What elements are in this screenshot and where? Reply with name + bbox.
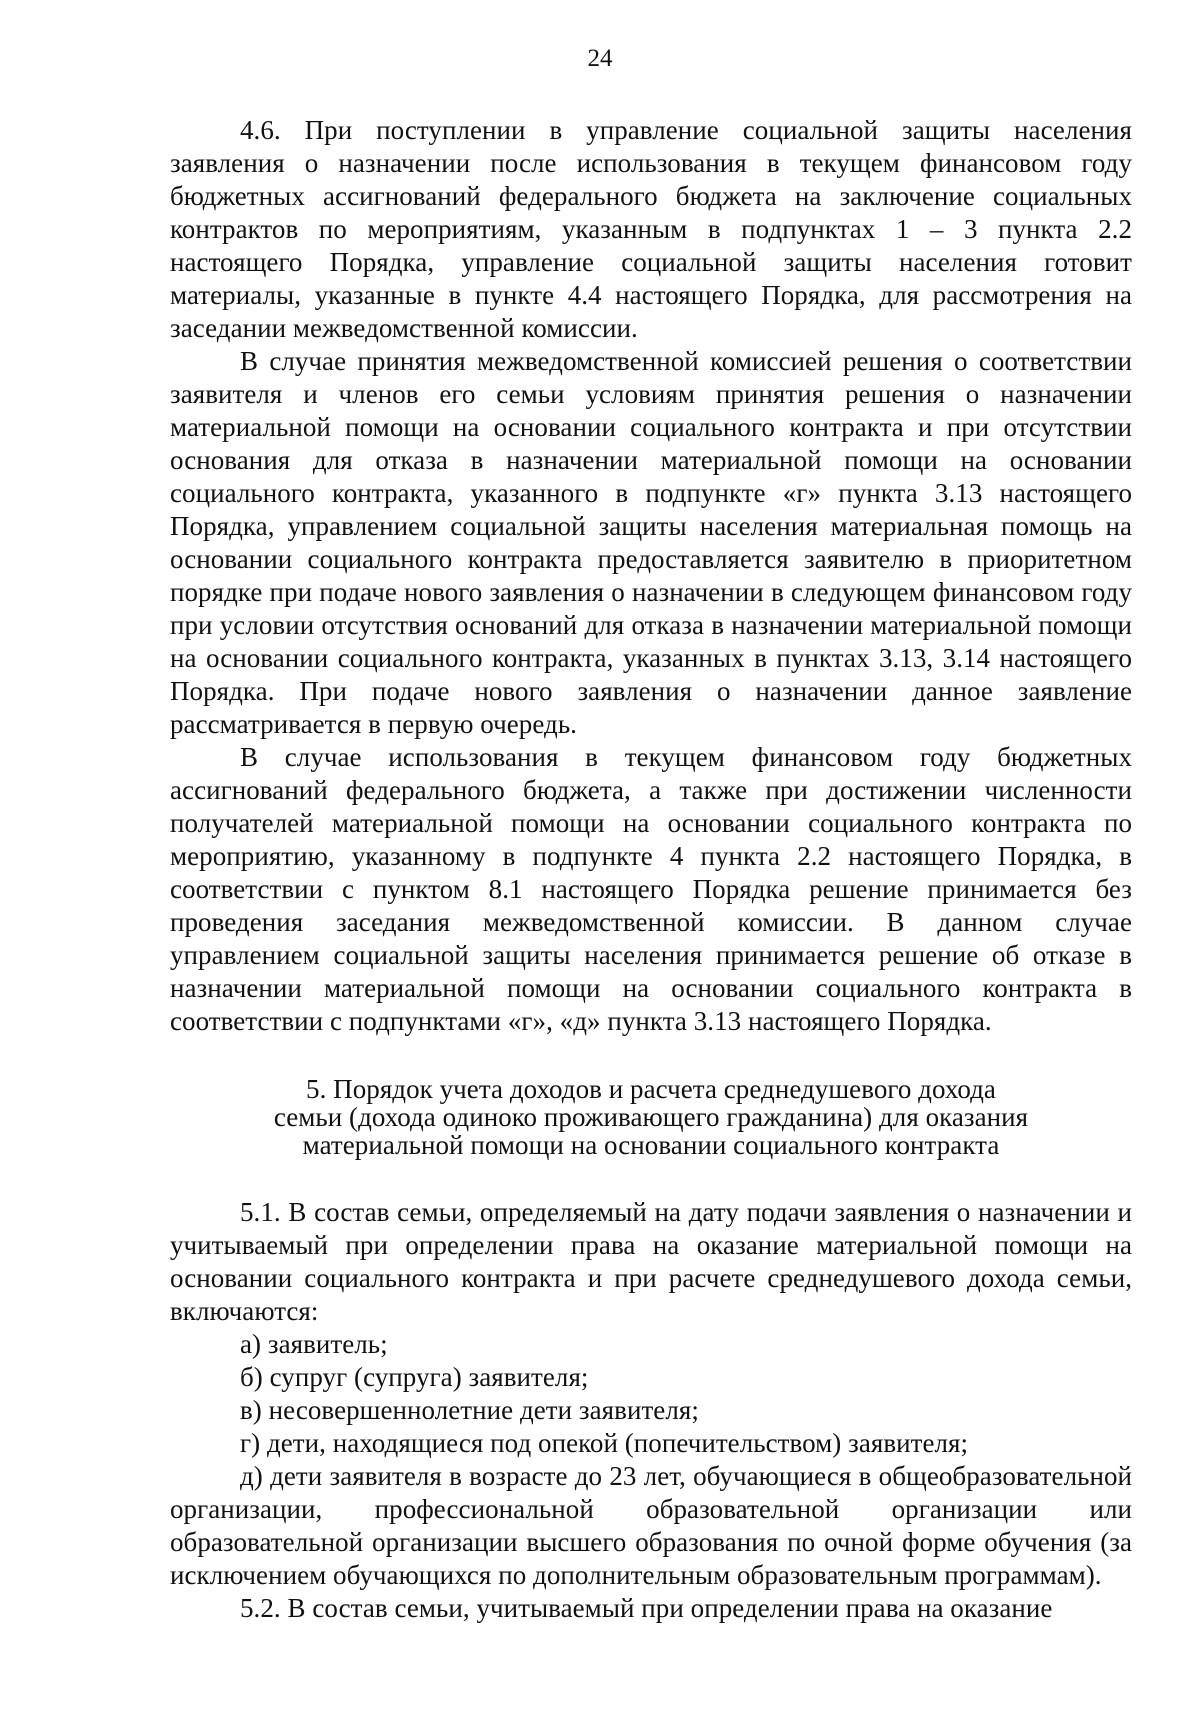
family-list-item-d: д) дети заявителя в возрасте до 23 лет, обучающиеся в общеобразовательной организации, профессиональной образовательной организации или образовательной организации высшего образования по очной форме обучения (за исключением обучающихся по дополнительным образовательным программам). [170,1461,1132,1590]
family-list-item-b: б) супруг (супруга) заявителя; [240,1362,589,1392]
family-list-item-a: а) заявитель; [240,1329,388,1359]
paragraph-5-1: 5.1. В состав семьи, определяемый на дату подачи заявления о назначении и учитываемый при определении права на оказание материальной помощи на основании социального контракта и при расчете среднедушевого дохода семьи, включаются: [170,1197,1132,1326]
document-body [170,114,1132,1625]
family-list-item-g: г) дети, находящиеся под опекой (попечительством) заявителя; [240,1428,969,1458]
paragraph-5-2: 5.2. В состав семьи, учитываемый при определении права на оказание [240,1593,1053,1623]
section-5-title [170,1075,1132,1159]
section-5-title-line-3: материальной помощи на основании социального контракта [302,1130,1000,1160]
section-5-title-line-2: семьи (дохода одиноко проживающего гражданина) для оказания [273,1102,1029,1132]
section-5-title-line-1: 5. Порядок учета доходов и расчета среднедушевого дохода [306,1074,996,1104]
family-list-item-v: в) несовершеннолетние дети заявителя; [240,1395,699,1425]
page-number: 24 [587,45,613,72]
paragraph-4-6-second: В случае принятия межведомственной комиссией решения о соответствии заявителя и членов его семьи условиям принятия решения о назначении материальной помощи на основании социального контракта и при отсутствии основания для отказа в назначении материальной помощи на основании социального контракта, указанного в подпункте «г» пункта 3.13 настоящего Порядка, управлением социальной защиты населения материальная помощь на основании социального контракта предоставляется заявителю в приоритетном порядке при подаче нового заявления о назначении в следующем финансовом году при условии отсутствия оснований для отказа в назначении материальной помощи на основании социального контракта, указанных в пунктах 3.13, 3.14 настоящего Порядка. При подаче нового заявления о назначении данное заявление рассматривается в первую очередь. [170,346,1132,739]
paragraph-4-6: 4.6. При поступлении в управление социальной защиты населения заявления о назначении после использования в текущем финансовом году бюджетных ассигнований федерального бюджета на заключение социальных контрактов по мероприятиям, указанным в подпунктах 1 – 3 пункта 2.2 настоящего Порядка, управление социальной защиты населения готовит материалы, указанные в пункте 4.4 настоящего Порядка, для рассмотрения на заседании межведомственной комиссии. [170,115,1132,343]
paragraph-4-6-third: В случае использования в текущем финансовом году бюджетных ассигнований федерального бюджета, а также при достижении численности получателей материальной помощи на основании социального контракта по мероприятию, указанному в подпункте 4 пункта 2.2 настоящего Порядка, в соответствии с пунктом 8.1 настоящего Порядка решение принимается без проведения заседания межведомственной комиссии. В данном случае управлением социальной защиты населения принимается решение об отказе в назначении материальной помощи на основании социального контракта в соответствии с подпунктами «г», «д» пункта 3.13 настоящего Порядка. [170,742,1132,1036]
